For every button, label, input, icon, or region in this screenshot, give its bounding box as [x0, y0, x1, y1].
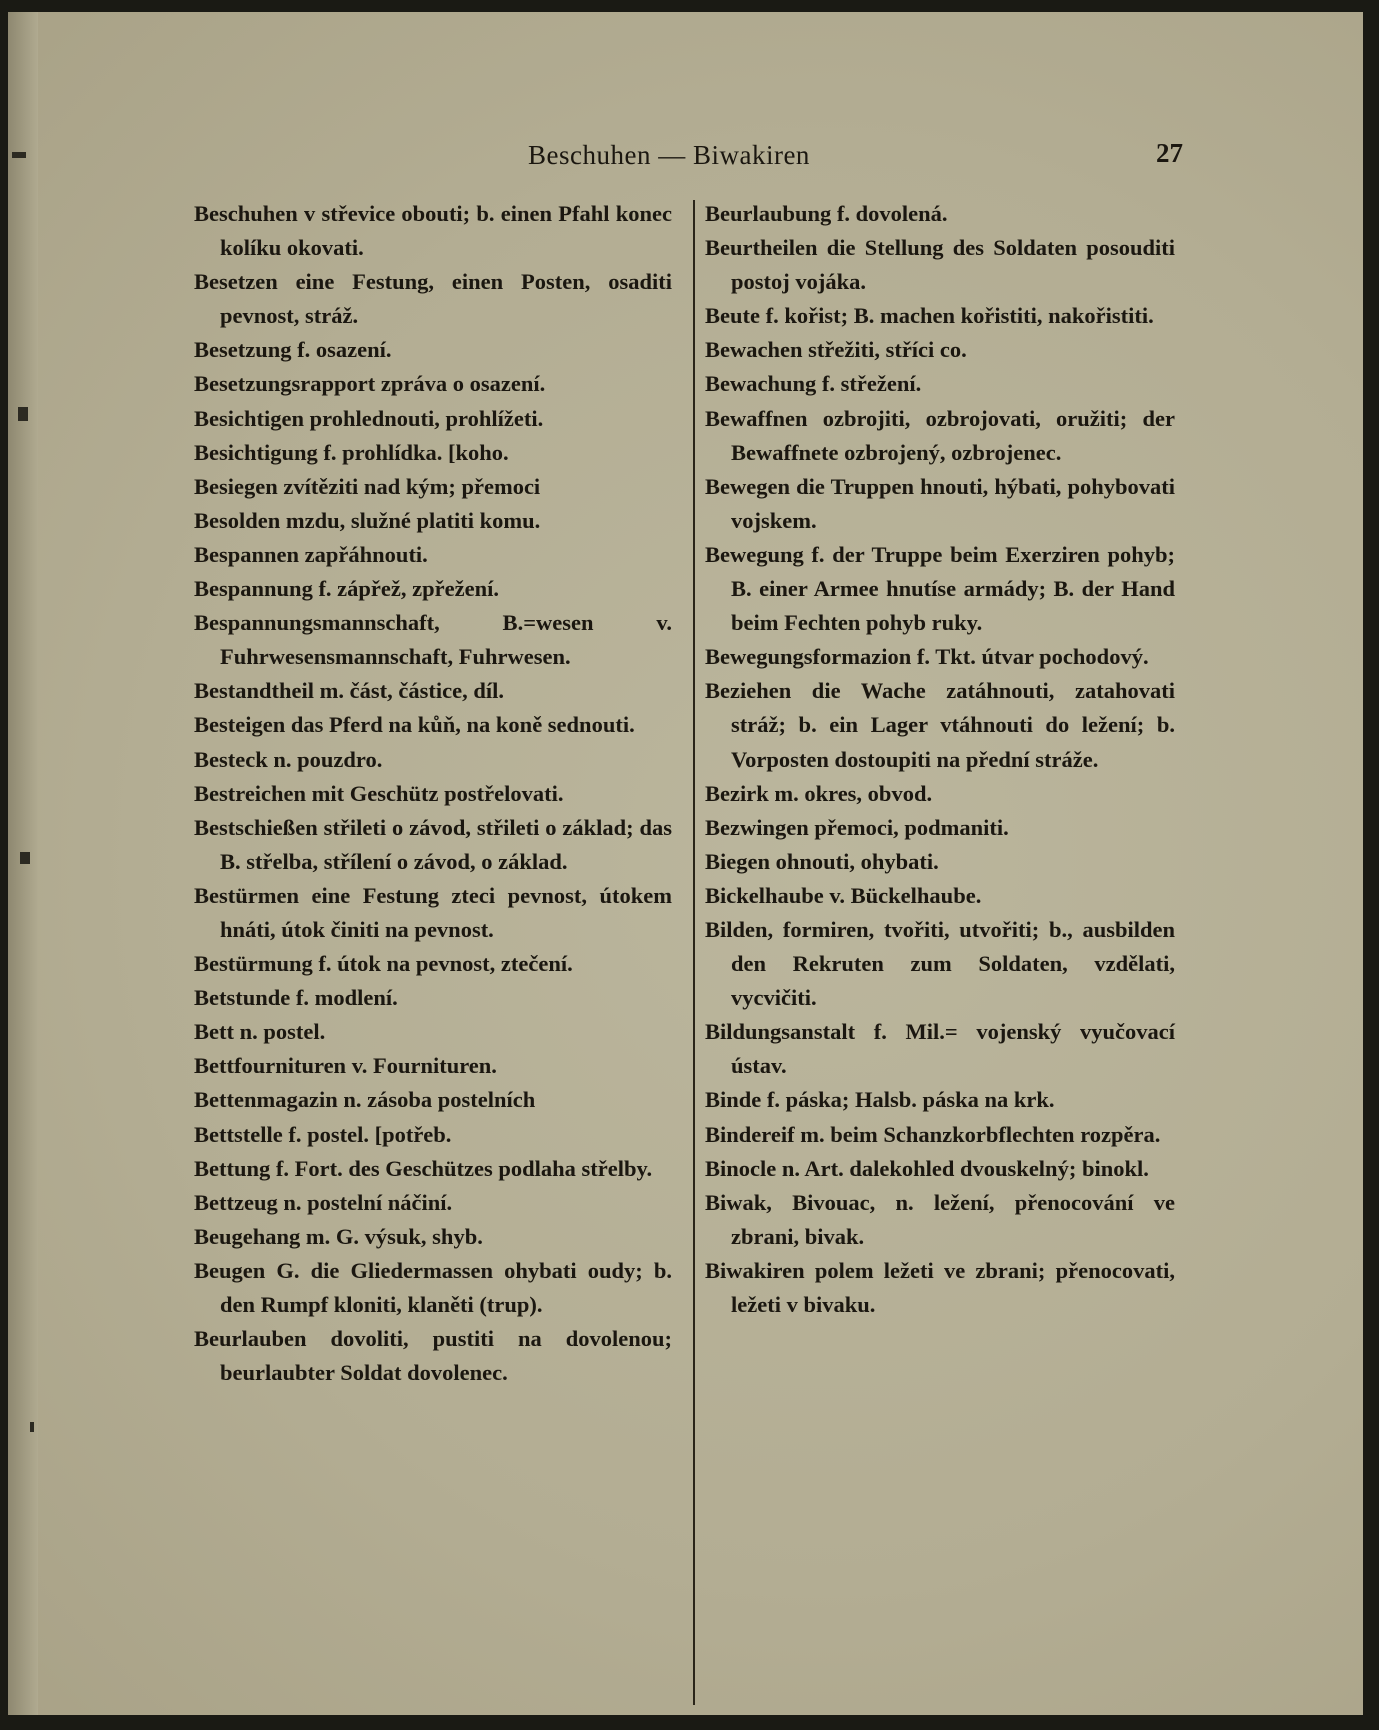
dictionary-entry: Bewegung f. der Truppe beim Exerziren pohyb; B. einer Armee hnutíse armády; B. der Hand beim Fechten pohyb ruky. — [705, 541, 1175, 636]
dictionary-entry: Biegen ohnouti, ohybati. — [705, 848, 939, 874]
dictionary-entry: Bestürmen eine Festung zteci pevnost, útokem hnáti, útok činiti na pevnost. — [194, 882, 672, 942]
dictionary-entry: Bett n. postel. — [194, 1019, 326, 1045]
dictionary-entry: Bindereif m. beim Schanzkorbflechten rozpěra. — [705, 1121, 1161, 1147]
running-header — [8, 140, 1363, 176]
dictionary-entry: Besiegen zvítěziti nad kým; přemoci — [194, 473, 541, 499]
dictionary-entry: Bestreichen mit Geschütz postřelovati. — [194, 780, 564, 806]
left-column — [194, 197, 672, 1390]
dictionary-entry: Besteigen das Pferd na kůň, na koně sednouti. — [194, 712, 635, 738]
dictionary-entry: Bespannung f. zápřež, zpřežení. — [194, 576, 499, 602]
dictionary-entry: Biwakiren polem ležeti ve zbrani; přenocovati, ležeti v bivaku. — [705, 1257, 1175, 1317]
dictionary-entry: Besichtigung f. prohlídka. [koho. — [194, 439, 509, 465]
dictionary-entry: Bestschießen střileti o závod, střileti o základ; das B. střelba, střílení o závod, o základ. — [194, 814, 672, 874]
dictionary-entry: Bestandtheil m. část, částice, díl. — [194, 678, 504, 704]
dictionary-entry: Bewachung f. střežení. — [705, 371, 922, 397]
dictionary-entry: Binde f. páska; Halsb. páska na krk. — [705, 1087, 1055, 1113]
dictionary-entry: Bezwingen přemoci, podmaniti. — [705, 814, 1009, 840]
dictionary-entry: Bezirk m. okres, obvod. — [705, 780, 933, 806]
dictionary-entry: Bettstelle f. postel. [potřeb. — [194, 1121, 452, 1147]
dictionary-entry: Beute f. kořist; B. machen kořistiti, nakořistiti. — [705, 303, 1154, 329]
column-divider — [693, 200, 695, 1705]
dictionary-entry: Bewegungsformazion f. Tkt. útvar pochodový. — [705, 644, 1149, 670]
dictionary-entry: Besetzungsrapport zpráva o osazení. — [194, 371, 546, 397]
dictionary-entry: Biwak, Bivouac, n. ležení, přenocování ve zbrani, bivak. — [705, 1189, 1175, 1249]
dictionary-entry: Besetzung f. osazení. — [194, 337, 392, 363]
binding-mark — [18, 407, 28, 421]
right-column — [705, 197, 1175, 1322]
dictionary-entry: Besichtigen prohlednouti, prohlížeti. — [194, 405, 544, 431]
dictionary-entry: Bespannungsmannschaft, B.=wesen v. Fuhrwesensmannschaft, Fuhrwesen. — [194, 610, 672, 670]
binding-mark — [30, 1422, 34, 1432]
dictionary-entry: Bickelhaube v. Bückelhaube. — [705, 882, 982, 908]
dictionary-entry: Binocle n. Art. dalekohled dvouskelný; binokl. — [705, 1155, 1149, 1181]
dictionary-entry: Beugen G. die Gliedermassen ohybati oudy; b. den Rumpf kloniti, klaněti (trup). — [194, 1257, 672, 1317]
dictionary-entry: Betstunde f. modlení. — [194, 985, 398, 1011]
book-page — [8, 12, 1363, 1715]
dictionary-entry: Beurtheilen die Stellung des Soldaten posouditi postoj vojáka. — [705, 235, 1175, 295]
dictionary-entry: Bettenmagazin n. zásoba postelních — [194, 1087, 536, 1113]
dictionary-entry: Bettzeug n. postelní náčiní. — [194, 1189, 453, 1215]
dictionary-entry: Beugehang m. G. výsuk, shyb. — [194, 1223, 483, 1249]
binding-mark — [20, 852, 30, 864]
dictionary-entry: Bettung f. Fort. des Geschützes podlaha střelby. — [194, 1155, 653, 1181]
dictionary-entry: Bilden, formiren, tvořiti, utvořiti; b., ausbilden den Rekruten zum Soldaten, vzdělati, vycvičiti. — [705, 916, 1175, 1011]
dictionary-entry: Besolden mzdu, služné platiti komu. — [194, 507, 541, 533]
dictionary-entry: Bewaffnen ozbrojiti, ozbrojovati, oružiti; der Bewaffnete ozbrojený, ozbrojenec. — [705, 405, 1175, 465]
dictionary-entry: Bewachen střežiti, stříci co. — [705, 337, 967, 363]
dictionary-entry: Bildungsanstalt f. Mil.= vojenský vyučovací ústav. — [705, 1019, 1175, 1079]
dictionary-entry: Bespannen zapřáhnouti. — [194, 541, 428, 567]
dictionary-entry: Besetzen eine Festung, einen Posten, osaditi pevnost, stráž. — [194, 269, 672, 329]
dictionary-entry: Beurlaubung f. dovolená. — [705, 201, 948, 226]
dictionary-entry: Beurlauben dovoliti, pustiti na dovolenou; beurlaubter Soldat dovolenec. — [194, 1326, 672, 1386]
header-title: Beschuhen — Biwakiren — [528, 140, 810, 170]
dictionary-entry: Bestürmung f. útok na pevnost, ztečení. — [194, 951, 573, 977]
dictionary-entry: Bettfournituren v. Fournituren. — [194, 1053, 497, 1079]
dictionary-entry: Bewegen die Truppen hnouti, hýbati, pohybovati vojskem. — [705, 473, 1175, 533]
dictionary-entry: Besteck n. pouzdro. — [194, 746, 383, 772]
page-number: 27 — [1156, 138, 1183, 168]
dictionary-entry: Beziehen die Wache zatáhnouti, zatahovati stráž; b. ein Lager vtáhnouti do ležení; b. Vorposten dostoupiti na přední stráže. — [705, 678, 1175, 772]
dictionary-entry: Beschuhen v střevice obouti; b. einen Pfahl konec kolíku okovati. — [194, 201, 672, 261]
